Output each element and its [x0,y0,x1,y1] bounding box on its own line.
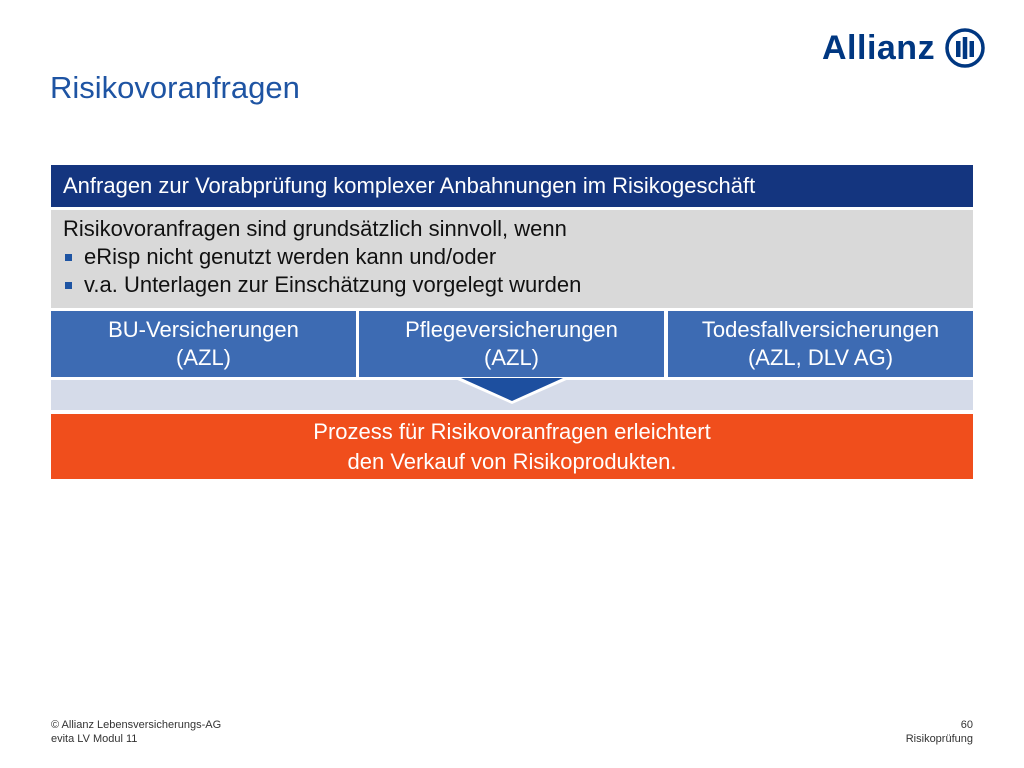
result-line: den Verkauf von Risikoprodukten. [347,448,677,474]
list-item-text: eRisp nicht genutzt werden kann und/oder [84,244,497,269]
product-scope: (AZL) [176,345,231,370]
product-scope: (AZL) [484,345,539,370]
footer-left [51,718,221,746]
product-scope: (AZL, DLV AG) [747,345,894,370]
brand-name: Allianz [822,28,936,67]
product-pflege [359,311,664,377]
section-header: Anfragen zur Vorabprüfung komplexer Anbahnungen im Risikogeschäft [51,165,973,207]
footer-module: evita LV Modul 11 [51,733,138,745]
square-bullet-icon [65,282,72,289]
footer-section: Risikoprüfung [905,733,973,745]
conditions-intro: Risikovoranfragen sind grundsätzlich sinnvoll, wenn [63,216,567,241]
square-bullet-icon [65,254,72,261]
product-bu [51,311,356,377]
page-number: 60 [960,719,973,731]
conditions-list [63,243,961,299]
product-name: BU-Versicherungen [108,317,299,342]
conditions-box [51,210,973,308]
product-todesfall [668,311,973,377]
result-line: Prozess für Risikovoranfragen erleichtert [313,418,711,444]
product-columns [51,311,973,377]
allianz-eagle-icon [945,28,985,68]
footer-copyright: © Allianz Lebensversicherungs-AG [51,719,222,731]
list-item [63,271,961,299]
result-box [51,414,973,479]
list-item [63,243,961,271]
list-item-text: v.a. Unterlagen zur Einschätzung vorgelegt wurden [84,272,582,297]
chevron-down-icon [453,378,571,406]
product-name: Pflegeversicherungen [405,317,618,342]
allianz-logo [822,26,985,70]
page-title: Risikovoranfragen [50,70,300,105]
footer-right [906,718,973,746]
product-name: Todesfallversicherungen [701,317,940,342]
